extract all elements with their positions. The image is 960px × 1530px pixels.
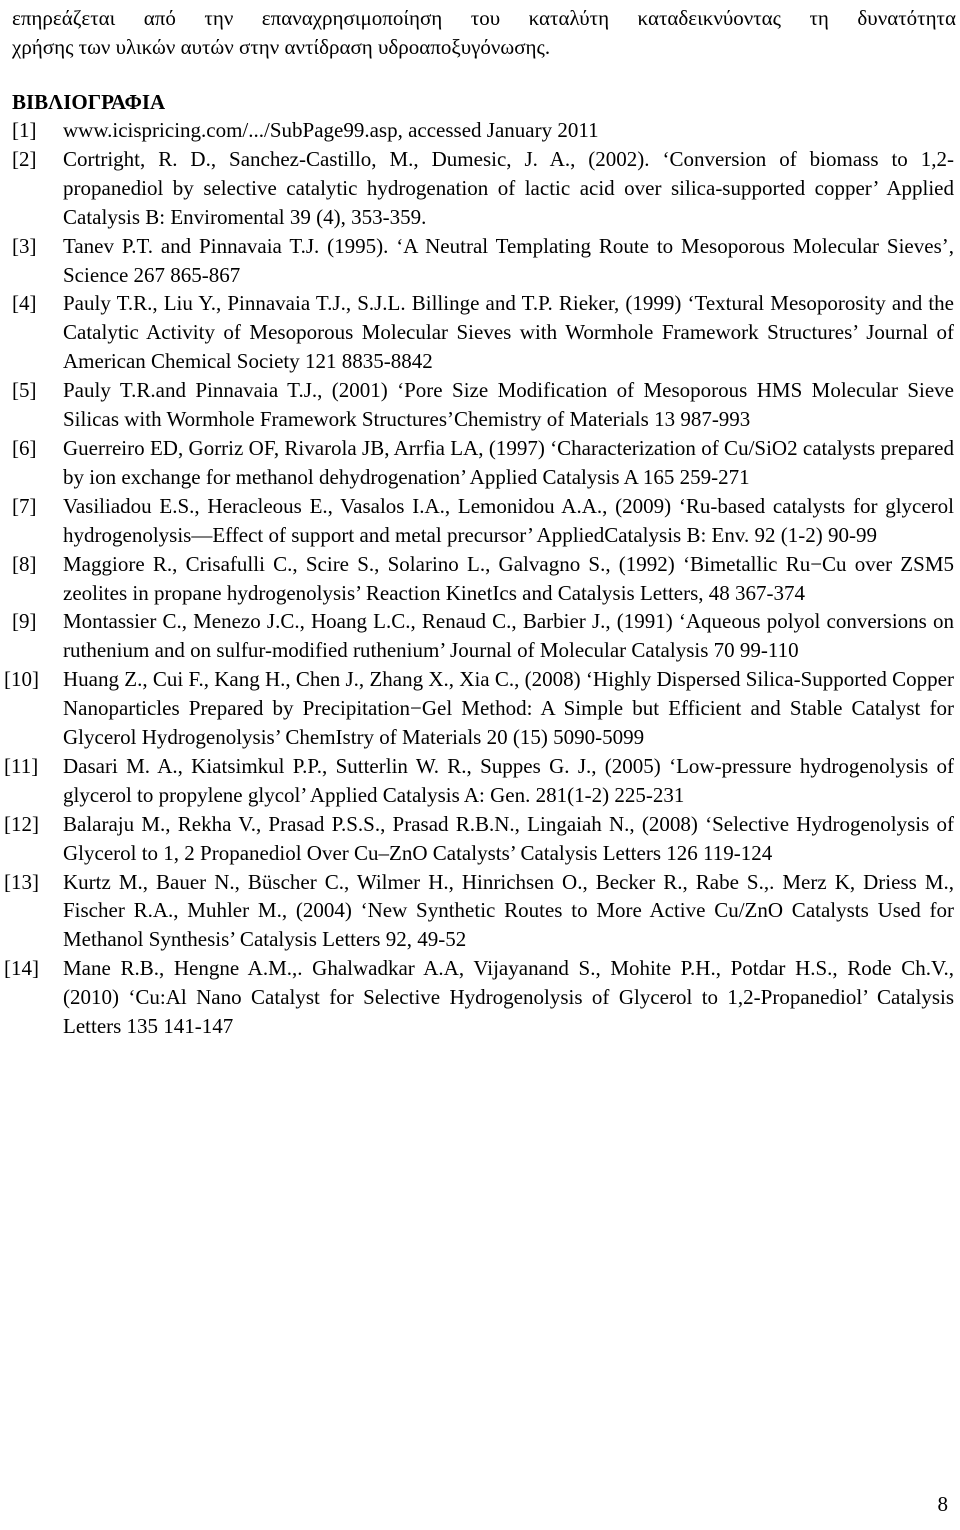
reference-3 [0,232,960,290]
reference-text: Kurtz M., Bauer N., Büscher C., Wilmer H., Hinrichsen O., Becker R., Rabe S.,. Merz K, Driess M., Fischer R.A., Muhler M., (2004) ‘New Synthetic Routes to More Active Cu/ZnO Catalysts Used for Methanol Synthesis’ Catalysis Letters 92, 49-52 [63,869,954,952]
reference-number: [5] [12,378,37,403]
reference-6 [0,434,960,492]
reference-number: [11] [4,753,39,778]
reference-list [0,116,960,1041]
reference-text: Maggiore R., Crisafulli C., Scire S., Solarino L., Galvagno S., (1992) ‘Bimetallic Ru−Cu over ZSM5 zeolites in propane hydrogenolysis’ Reaction KinetIcs and Catalysis Letters, 48 367-374 [63,551,954,605]
bibliography-heading: ΒΙΒΛΙΟΓΡΑΦΙΑ [12,90,166,114]
reference-text: Guerreiro ED, Gorriz OF, Rivarola JB, Arrfia LA, (1997) ‘Characterization of Cu/SiO2 catalysts prepared by ion exchange for methanol dehydrogenation’ Applied Catalysis A 165 259-271 [63,435,954,489]
reference-text: Mane R.B., Hengne A.M.,. Ghalwadkar A.A, Vijayanand S., Mohite P.H., Potdar H.S., Rode Ch.V., (2010) ‘Cu:Al Nano Catalyst for Selective Hydrogenolysis of Glycerol to 1,2-Propanediol’ Catalysis Letters 135 141-147 [63,956,954,1039]
reference-text: Pauly T.R., Liu Y., Pinnavaia T.J., S.J.L. Billinge and T.P. Rieker, (1999) ‘Textural Mesoporosity and the Catalytic Activity of Mesoporous Molecular Sieves with Wormhole Framework Structures’ Journal of American Chemical Society 121 8835-8842 [63,291,954,374]
reference-number: [9] [12,609,37,634]
reference-12 [0,810,960,868]
reference-number: [2] [12,146,37,171]
page-number: 8 [937,1492,948,1516]
reference-number: [7] [12,493,37,518]
intro-line-2: χρήσης των υλικών αυτών στην αντίδραση υδροαποξυγόνωσης. [12,35,551,59]
reference-11 [0,752,960,810]
reference-text: Huang Z., Cui F., Kang H., Chen J., Zhang X., Xia C., (2008) ‘Highly Dispersed Silica-Supported Copper Nanoparticles Prepared by Precipitation−Gel Method: A Simple but Efficient and Stable Catalyst for Glycerol Hydrogenolysis’ ChemIstry of Materials 20 (15) 5090-5099 [63,667,954,750]
reference-10 [0,665,960,752]
reference-number: [13] [4,869,39,894]
reference-text: Balaraju M., Rekha V., Prasad P.S.S., Prasad R.B.N., Lingaiah N., (2008) ‘Selective Hydrogenolysis of Glycerol to 1, 2 Propanediol Over Cu–ZnO Catalysts’ Catalysis Letters 126 119-124 [63,811,954,865]
reference-13 [0,868,960,955]
reference-number: [14] [4,956,39,981]
reference-8 [0,550,960,608]
intro-line-1: επηρεάζεται από την επαναχρησιμοποίηση του καταλύτη καταδεικνύοντας τη δυνατότητα [12,6,956,30]
reference-1 [0,116,960,145]
reference-5 [0,376,960,434]
reference-text: Cortright, R. D., Sanchez-Castillo, M., Dumesic, J. A., (2002). ‘Conversion of biomass to 1,2-propanediol by selective catalytic hydrogenation of lactic acid over silica-supported copper’ Applied Catalysis B: Enviromental 39 (4), 353-359. [63,146,954,229]
reference-number: [8] [12,551,37,576]
reference-text: Dasari M. A., Kiatsimkul P.P., Sutterlin W. R., Suppes G. J., (2005) ‘Low-pressure hydrogenolysis of glycerol to propylene glycol’ Applied Catalysis A: Gen. 281(1-2) 225-231 [63,753,954,807]
reference-2 [0,145,960,232]
reference-number: [12] [4,811,39,836]
reference-7 [0,492,960,550]
intro-paragraph [12,4,956,62]
reference-14 [0,954,960,1041]
reference-number: [3] [12,233,37,258]
reference-number: [10] [4,667,39,692]
reference-text: Montassier C., Menezo J.C., Hoang L.C., Renaud C., Barbier J., (1991) ‘Aqueous polyol conversions on ruthenium and on sulfur-modified ruthenium’ Journal of Molecular Catalysis 70 99-110 [63,609,954,663]
reference-number: [4] [12,291,37,316]
reference-number: [6] [12,435,37,460]
reference-text: Pauly T.R.and Pinnavaia T.J., (2001) ‘Pore Size Modification of Mesoporous HMS Molecular Sieve Silicas with Wormhole Framework Structures’Chemistry of Materials 13 987-993 [63,378,954,432]
reference-4 [0,289,960,376]
reference-text: www.icispricing.com/.../SubPage99.asp, accessed January 2011 [63,118,599,142]
reference-9 [0,607,960,665]
reference-text: Vasiliadou E.S., Heracleous E., Vasalos I.A., Lemonidou A.A., (2009) ‘Ru-based catalysts for glycerol hydrogenolysis—Effect of support and metal precursor’ AppliedCatalysis B: Env. 92 (1-2) 90-99 [63,493,954,547]
reference-number: [1] [12,118,37,142]
reference-text: Tanev P.T. and Pinnavaia T.J. (1995). ‘A Neutral Templating Route to Mesoporous Molecular Sieves’, Science 267 865-867 [63,233,954,287]
